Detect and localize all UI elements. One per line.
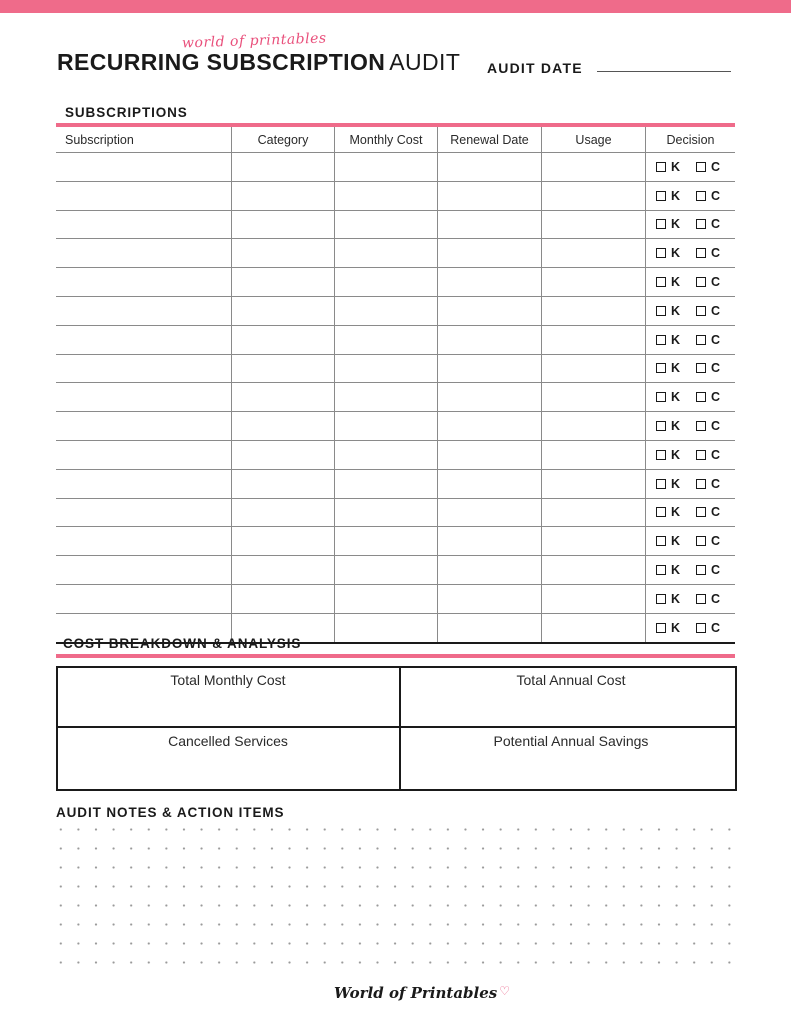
- column-header-decision: Decision: [645, 127, 735, 152]
- table-row: [56, 239, 735, 268]
- checkbox[interactable]: [656, 219, 666, 229]
- notes-section-title: AUDIT NOTES & ACTION ITEMS: [56, 805, 285, 820]
- total-monthly-cost-label[interactable]: Total Monthly Cost: [170, 672, 286, 688]
- decision-option[interactable]: [696, 563, 720, 577]
- decision-option-label: C: [711, 217, 721, 232]
- monthly-cost-cell[interactable]: [334, 499, 437, 527]
- monthly-cost-cell[interactable]: [334, 412, 437, 440]
- brand-script-logo: world of printables: [181, 30, 327, 52]
- decision-option-label: C: [711, 361, 721, 376]
- category-cell[interactable]: [231, 527, 334, 555]
- decision-cell: [645, 614, 735, 642]
- subscription-cell[interactable]: [56, 585, 231, 613]
- usage-cell[interactable]: [541, 527, 645, 555]
- usage-cell[interactable]: [541, 268, 645, 296]
- decision-option[interactable]: [696, 592, 720, 606]
- page-title-light: AUDIT: [389, 49, 461, 75]
- notes-dot-grid[interactable]: [52, 820, 742, 970]
- page-title-bold: RECURRING SUBSCRIPTION: [57, 49, 386, 75]
- checkbox[interactable]: [696, 248, 706, 258]
- subscriptions-table: [56, 127, 735, 644]
- decision-option-label: C: [711, 303, 721, 318]
- decision-option[interactable]: [696, 477, 720, 491]
- decision-option[interactable]: [656, 333, 680, 347]
- decision-option-label: K: [671, 563, 681, 578]
- decision-cell: [645, 182, 735, 210]
- decision-option-label: K: [671, 591, 681, 606]
- decision-option[interactable]: [696, 390, 720, 404]
- checkbox[interactable]: [696, 191, 706, 201]
- decision-option[interactable]: [696, 333, 720, 347]
- decision-option-label: K: [671, 332, 681, 347]
- decision-option-label: C: [711, 390, 721, 405]
- decision-option[interactable]: [696, 189, 720, 203]
- checkbox[interactable]: [696, 306, 706, 316]
- footer-brand-text: World of Printables: [334, 984, 498, 1002]
- checkbox[interactable]: [656, 565, 666, 575]
- decision-option-label: K: [671, 419, 681, 434]
- decision-option-label: C: [711, 534, 721, 549]
- decision-option-label: C: [711, 275, 721, 290]
- decision-option-label: C: [711, 246, 721, 261]
- usage-cell[interactable]: [541, 182, 645, 210]
- decision-option[interactable]: [656, 217, 680, 231]
- renewal-date-cell[interactable]: [437, 268, 541, 296]
- decision-option-label: C: [711, 591, 721, 606]
- decision-cell: [645, 153, 735, 181]
- usage-cell[interactable]: [541, 585, 645, 613]
- decision-cell: [645, 268, 735, 296]
- usage-cell[interactable]: [541, 441, 645, 469]
- table-row: [56, 412, 735, 441]
- decision-cell: [645, 556, 735, 584]
- column-header-monthly-cost: Monthly Cost: [334, 127, 437, 152]
- decision-option-label: K: [671, 505, 681, 520]
- decision-cell: [645, 211, 735, 239]
- usage-cell[interactable]: [541, 297, 645, 325]
- monthly-cost-cell[interactable]: [334, 355, 437, 383]
- decision-option-label: K: [671, 390, 681, 405]
- table-row: [56, 355, 735, 384]
- renewal-date-cell[interactable]: [437, 412, 541, 440]
- decision-option-label: K: [671, 303, 681, 318]
- subscription-cell[interactable]: [56, 470, 231, 498]
- decision-option[interactable]: [696, 419, 720, 433]
- potential-annual-savings-label[interactable]: Potential Annual Savings: [493, 733, 649, 749]
- subscription-cell[interactable]: [56, 527, 231, 555]
- decision-option-label: C: [711, 332, 721, 347]
- column-header-category: Category: [231, 127, 334, 152]
- table-row: [56, 153, 735, 182]
- table-row: [56, 470, 735, 499]
- renewal-date-cell[interactable]: [437, 585, 541, 613]
- renewal-date-cell[interactable]: [437, 441, 541, 469]
- checkbox[interactable]: [656, 392, 666, 402]
- renewal-date-cell[interactable]: [437, 527, 541, 555]
- usage-cell[interactable]: [541, 499, 645, 527]
- usage-cell[interactable]: [541, 239, 645, 267]
- decision-option[interactable]: [696, 275, 720, 289]
- decision-option[interactable]: [696, 621, 720, 635]
- decision-option[interactable]: [696, 361, 720, 375]
- decision-cell: [645, 585, 735, 613]
- renewal-date-cell[interactable]: [437, 499, 541, 527]
- decision-option-label: K: [671, 447, 681, 462]
- checkbox[interactable]: [696, 507, 706, 517]
- monthly-cost-cell[interactable]: [334, 614, 437, 642]
- usage-cell[interactable]: [541, 211, 645, 239]
- checkbox[interactable]: [656, 507, 666, 517]
- table-row: [56, 441, 735, 470]
- subscriptions-section-title: SUBSCRIPTIONS: [65, 105, 188, 120]
- audit-date-label: AUDIT DATE: [487, 60, 583, 76]
- checkbox[interactable]: [696, 450, 706, 460]
- decision-cell: [645, 499, 735, 527]
- decision-option[interactable]: [656, 621, 680, 635]
- monthly-cost-cell[interactable]: [334, 153, 437, 181]
- subscription-cell[interactable]: [56, 383, 231, 411]
- renewal-date-cell[interactable]: [437, 239, 541, 267]
- decision-option[interactable]: [696, 217, 720, 231]
- decision-option[interactable]: [696, 448, 720, 462]
- cancelled-services-label[interactable]: Cancelled Services: [168, 733, 288, 749]
- decision-option[interactable]: [696, 304, 720, 318]
- footer-brand-logo: [334, 984, 510, 1002]
- decision-option[interactable]: [696, 160, 720, 174]
- decision-option-label: K: [671, 246, 681, 261]
- renewal-date-cell[interactable]: [437, 297, 541, 325]
- checkbox[interactable]: [656, 594, 666, 604]
- table-row: [56, 326, 735, 355]
- monthly-cost-cell[interactable]: [334, 383, 437, 411]
- checkbox[interactable]: [696, 219, 706, 229]
- monthly-cost-cell[interactable]: [334, 585, 437, 613]
- decision-option-label: C: [711, 620, 721, 635]
- checkbox[interactable]: [696, 623, 706, 633]
- heart-icon: ♡: [499, 984, 510, 998]
- usage-cell[interactable]: [541, 383, 645, 411]
- subscription-cell[interactable]: [56, 441, 231, 469]
- monthly-cost-cell[interactable]: [334, 268, 437, 296]
- total-annual-cost-label[interactable]: Total Annual Cost: [516, 672, 626, 688]
- subscription-cell[interactable]: [56, 326, 231, 354]
- monthly-cost-cell[interactable]: [334, 441, 437, 469]
- subscription-cell[interactable]: [56, 297, 231, 325]
- decision-option-label: C: [711, 476, 721, 491]
- checkbox[interactable]: [656, 536, 666, 546]
- category-cell[interactable]: [231, 355, 334, 383]
- monthly-cost-cell[interactable]: [334, 326, 437, 354]
- usage-cell[interactable]: [541, 470, 645, 498]
- checkbox[interactable]: [656, 162, 666, 172]
- renewal-date-cell[interactable]: [437, 614, 541, 642]
- decision-option-label: C: [711, 159, 721, 174]
- decision-option-label: K: [671, 188, 681, 203]
- table-row: [56, 297, 735, 326]
- decision-cell: [645, 383, 735, 411]
- category-cell[interactable]: [231, 268, 334, 296]
- checkbox[interactable]: [696, 421, 706, 431]
- decision-option-label: C: [711, 505, 721, 520]
- top-accent-band: [0, 0, 791, 13]
- table-row: [56, 499, 735, 528]
- decision-option-label: K: [671, 534, 681, 549]
- decision-cell: [645, 412, 735, 440]
- subscription-cell[interactable]: [56, 499, 231, 527]
- checkbox[interactable]: [656, 479, 666, 489]
- decision-cell: [645, 297, 735, 325]
- decision-option[interactable]: [656, 246, 680, 260]
- decision-option-label: K: [671, 476, 681, 491]
- monthly-cost-cell[interactable]: [334, 470, 437, 498]
- decision-option[interactable]: [656, 477, 680, 491]
- renewal-date-cell[interactable]: [437, 153, 541, 181]
- renewal-date-cell[interactable]: [437, 182, 541, 210]
- cost-grid-divider-horizontal: [58, 726, 735, 728]
- checkbox[interactable]: [656, 335, 666, 345]
- monthly-cost-cell[interactable]: [334, 297, 437, 325]
- decision-cell: [645, 441, 735, 469]
- decision-option[interactable]: [656, 275, 680, 289]
- decision-option-label: K: [671, 159, 681, 174]
- renewal-date-cell[interactable]: [437, 211, 541, 239]
- checkbox[interactable]: [656, 277, 666, 287]
- cost-pink-rule: [56, 654, 735, 658]
- decision-option[interactable]: [656, 390, 680, 404]
- decision-option-label: K: [671, 275, 681, 290]
- subscription-cell[interactable]: [56, 355, 231, 383]
- checkbox[interactable]: [696, 335, 706, 345]
- subscription-cell[interactable]: [56, 412, 231, 440]
- category-cell[interactable]: [231, 182, 334, 210]
- subscription-cell[interactable]: [56, 211, 231, 239]
- decision-option-label: C: [711, 563, 721, 578]
- category-cell[interactable]: [231, 499, 334, 527]
- checkbox[interactable]: [696, 363, 706, 373]
- monthly-cost-cell[interactable]: [334, 182, 437, 210]
- usage-cell[interactable]: [541, 326, 645, 354]
- category-cell[interactable]: [231, 211, 334, 239]
- table-row: [56, 585, 735, 614]
- decision-option[interactable]: [656, 160, 680, 174]
- audit-date-field[interactable]: [597, 71, 731, 72]
- decision-option[interactable]: [696, 246, 720, 260]
- table-row: [56, 182, 735, 211]
- decision-option[interactable]: [656, 505, 680, 519]
- column-header-renewal-date: Renewal Date: [437, 127, 541, 152]
- monthly-cost-cell[interactable]: [334, 527, 437, 555]
- subscription-cell[interactable]: [56, 153, 231, 181]
- category-cell[interactable]: [231, 383, 334, 411]
- checkbox[interactable]: [696, 392, 706, 402]
- usage-cell[interactable]: [541, 355, 645, 383]
- renewal-date-cell[interactable]: [437, 383, 541, 411]
- decision-cell: [645, 355, 735, 383]
- decision-option[interactable]: [656, 419, 680, 433]
- cost-section-title: COST BREAKDOWN & ANALYSIS: [63, 636, 302, 651]
- decision-option-label: K: [671, 361, 681, 376]
- decision-cell: [645, 527, 735, 555]
- decision-cell: [645, 239, 735, 267]
- monthly-cost-cell[interactable]: [334, 239, 437, 267]
- checkbox[interactable]: [656, 421, 666, 431]
- decision-cell: [645, 326, 735, 354]
- table-row: [56, 268, 735, 297]
- checkbox[interactable]: [656, 363, 666, 373]
- column-header-usage: Usage: [541, 127, 645, 152]
- decision-cell: [645, 470, 735, 498]
- monthly-cost-cell[interactable]: [334, 211, 437, 239]
- checkbox[interactable]: [696, 162, 706, 172]
- category-cell[interactable]: [231, 470, 334, 498]
- decision-option-label: C: [711, 419, 721, 434]
- checkbox[interactable]: [696, 565, 706, 575]
- table-row: [56, 527, 735, 556]
- checkbox[interactable]: [656, 306, 666, 316]
- renewal-date-cell[interactable]: [437, 470, 541, 498]
- column-header-subscription: Subscription: [65, 132, 134, 147]
- usage-cell[interactable]: [541, 614, 645, 642]
- subscription-cell[interactable]: [56, 182, 231, 210]
- table-row: [56, 383, 735, 412]
- page-title: [57, 49, 460, 76]
- renewal-date-cell[interactable]: [437, 556, 541, 584]
- checkbox[interactable]: [696, 594, 706, 604]
- decision-option[interactable]: [656, 592, 680, 606]
- decision-option[interactable]: [656, 361, 680, 375]
- decision-option[interactable]: [696, 534, 720, 548]
- decision-option[interactable]: [656, 189, 680, 203]
- checkbox[interactable]: [656, 248, 666, 258]
- table-row: [56, 211, 735, 240]
- usage-cell[interactable]: [541, 412, 645, 440]
- table-row: [56, 556, 735, 585]
- category-cell[interactable]: [231, 441, 334, 469]
- category-cell[interactable]: [231, 556, 334, 584]
- decision-option-label: K: [671, 620, 681, 635]
- checkbox[interactable]: [696, 277, 706, 287]
- checkbox[interactable]: [696, 536, 706, 546]
- cost-breakdown-grid: [56, 666, 737, 791]
- category-cell[interactable]: [231, 412, 334, 440]
- table-header-row: [56, 127, 735, 153]
- category-cell[interactable]: [231, 297, 334, 325]
- category-cell[interactable]: [231, 239, 334, 267]
- decision-option[interactable]: [656, 563, 680, 577]
- renewal-date-cell[interactable]: [437, 355, 541, 383]
- checkbox[interactable]: [656, 623, 666, 633]
- decision-option[interactable]: [656, 534, 680, 548]
- subscription-cell[interactable]: [56, 239, 231, 267]
- usage-cell[interactable]: [541, 153, 645, 181]
- checkbox[interactable]: [656, 450, 666, 460]
- decision-option-label: C: [711, 188, 721, 203]
- category-cell[interactable]: [231, 585, 334, 613]
- monthly-cost-cell[interactable]: [334, 556, 437, 584]
- renewal-date-cell[interactable]: [437, 326, 541, 354]
- decision-option[interactable]: [656, 304, 680, 318]
- checkbox[interactable]: [656, 191, 666, 201]
- subscription-cell[interactable]: [56, 556, 231, 584]
- decision-option-label: C: [711, 447, 721, 462]
- category-cell[interactable]: [231, 153, 334, 181]
- decision-option-label: K: [671, 217, 681, 232]
- decision-option[interactable]: [656, 448, 680, 462]
- checkbox[interactable]: [696, 479, 706, 489]
- decision-option[interactable]: [696, 505, 720, 519]
- category-cell[interactable]: [231, 326, 334, 354]
- subscription-cell[interactable]: [56, 268, 231, 296]
- usage-cell[interactable]: [541, 556, 645, 584]
